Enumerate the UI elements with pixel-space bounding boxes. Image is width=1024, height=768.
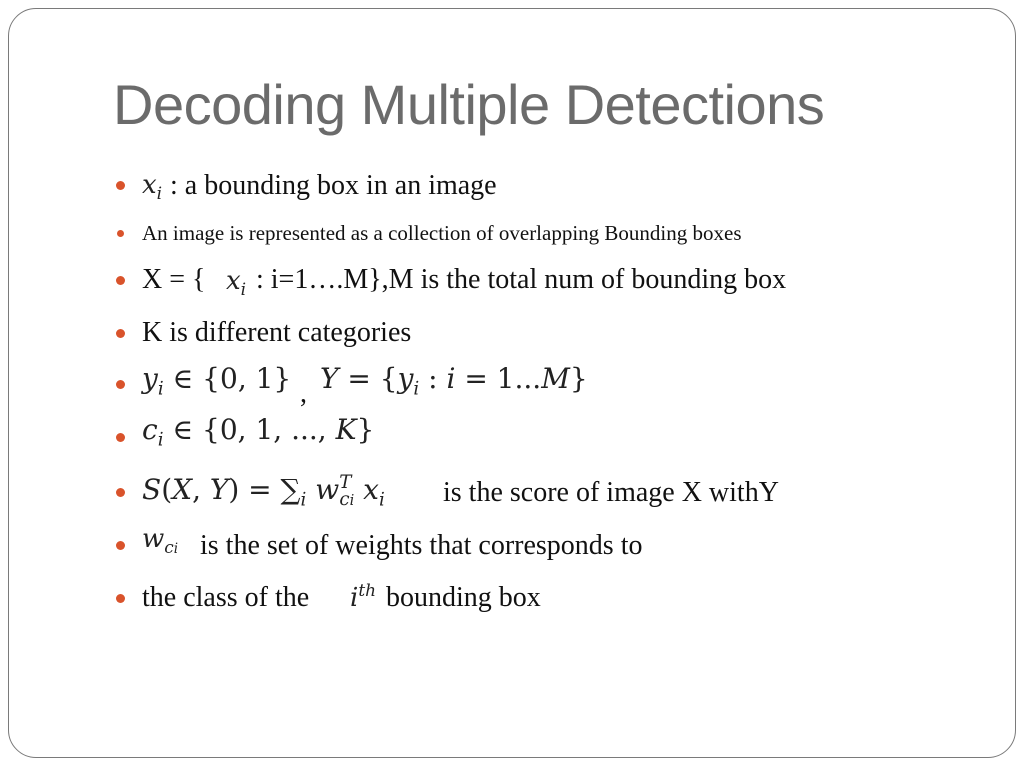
bullet-9-prefix: the class of the <box>142 582 310 613</box>
bullet-8-text: is the set of weights that corresponds to <box>200 530 643 561</box>
bullet-marker <box>116 276 125 285</box>
bullet-4-text: K is different categories <box>142 317 412 348</box>
math-x-i: $x_i$ <box>226 266 247 299</box>
math-ci-in-set: $c_i$ ∈ {0, 1, ..., K} <box>142 413 375 451</box>
math-yi-in-set: $y_i$ ∈ {0, 1} <box>142 362 292 400</box>
bullet-marker <box>117 230 124 237</box>
bullet-7-text: is the score of image X withY <box>443 477 779 508</box>
math-w-ci: $w_{ci}$ <box>142 524 179 557</box>
math-Y-definition: $Y = \{y_i$ : i = 1...M} <box>320 362 588 400</box>
bullet-3-prefix: X = { <box>142 264 206 295</box>
bullet-marker <box>116 181 125 190</box>
math-x-i: $x_i$ <box>142 170 163 203</box>
bullet-1-text: : a bounding box in an image <box>170 170 497 201</box>
math-i-th: $i^{th}$ <box>350 580 376 614</box>
bullet-9-suffix: bounding box <box>386 582 541 613</box>
bullet-marker <box>116 380 125 389</box>
bullet-marker <box>116 433 125 442</box>
bullet-2-text: An image is represented as a collection of overlapping Bounding boxes <box>142 221 742 245</box>
bullet-marker <box>116 329 125 338</box>
slide-title: Decoding Multiple Detections <box>113 73 825 136</box>
bullet-marker <box>116 594 125 603</box>
bullet-3-suffix: : i=1….M},M is the total num of bounding box <box>256 264 787 295</box>
bullet-marker <box>116 488 125 497</box>
math-score-function: S(X, $Y) = \sum_i$ $w^T_{ci}$ $x_i$ <box>142 472 385 511</box>
bullet-marker <box>116 541 125 550</box>
bullet-5-separator: , <box>300 378 307 409</box>
